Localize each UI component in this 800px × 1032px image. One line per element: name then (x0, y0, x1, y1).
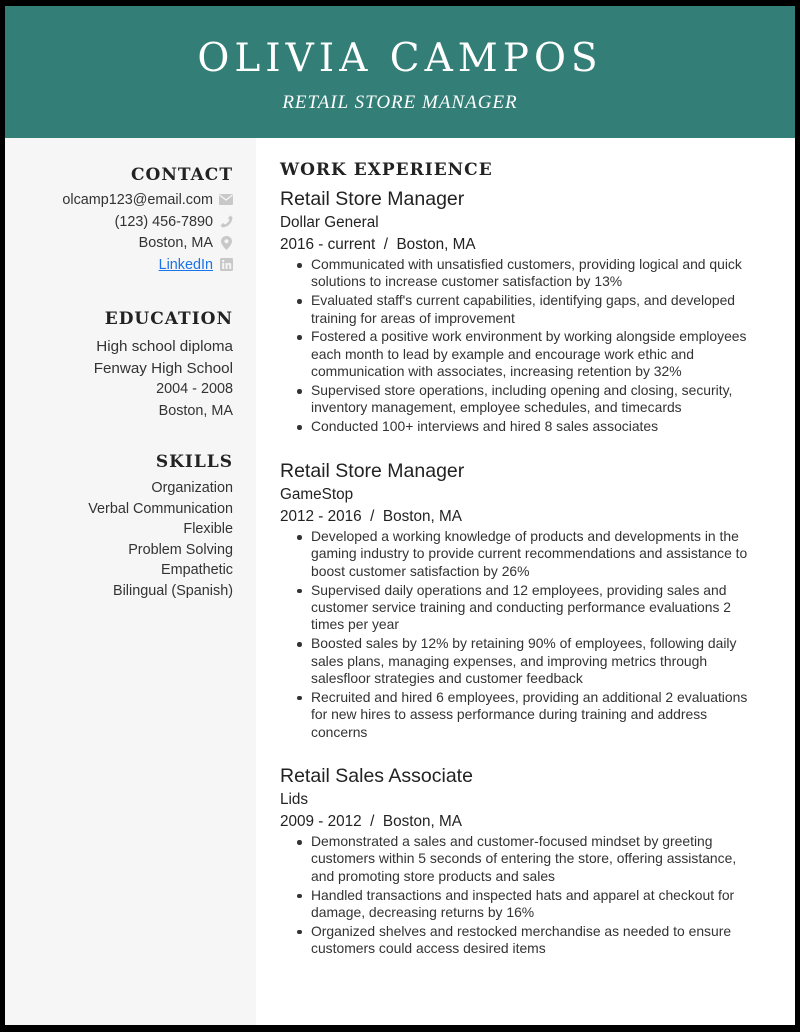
bullet-item: Evaluated staff's current capabilities, identifying gaps, and developed training for areas of improvement (311, 292, 760, 327)
email-text: olcamp123@email.com (62, 191, 213, 208)
skill-item: Flexible (183, 521, 233, 537)
education-years: 2004 - 2008 (156, 381, 233, 397)
resume-header (5, 6, 795, 138)
map-pin-icon (219, 236, 233, 250)
skill-item: Empathetic (161, 562, 233, 578)
work-experience-heading: WORK EXPERIENCE (280, 160, 493, 180)
phone-text: (123) 456-7890 (114, 213, 213, 230)
contact-section (62, 164, 233, 276)
bullet-item: Recruited and hired 6 employees, providing an additional 2 evaluations for new hires to assess performance during training and address concerns (311, 689, 760, 741)
bullet-item: Demonstrated a sales and customer-focused mindset by greeting customers within 5 seconds of entering the store, offering assistance, and promoting store products and sales (311, 833, 760, 885)
skill-item: Problem Solving (128, 541, 233, 558)
skills-section (88, 451, 233, 601)
contact-email (62, 189, 233, 211)
job-dates-location: 2009 - 2012 / Boston, MA (280, 812, 462, 830)
resume-page (5, 6, 795, 1025)
job-bullets (280, 528, 760, 741)
education-section (94, 308, 233, 422)
job-bullets (280, 256, 760, 436)
job-title: Retail Sales Associate (280, 765, 473, 787)
bullet-item: Supervised store operations, including opening and closing, security, inventory management, employee schedules, and timecards (311, 382, 760, 417)
job-entry (280, 459, 760, 742)
location-text: Boston, MA (138, 235, 213, 252)
sidebar (5, 138, 256, 1025)
education-degree: High school diploma (96, 338, 233, 355)
contact-linkedin (62, 254, 233, 276)
job-entry (280, 187, 760, 437)
candidate-name: OLIVIA CAMPOS (197, 36, 603, 81)
skills-heading: SKILLS (155, 452, 233, 472)
job-company: Dollar General (280, 214, 379, 231)
contact-phone (62, 211, 233, 233)
job-company: Lids (280, 791, 309, 808)
bullet-item: Handled transactions and inspected hats and apparel at checkout for damage, decreasing returns by 16% (311, 887, 760, 922)
bullet-item: Supervised daily operations and 12 employees, providing sales and customer service training and conducting performance evaluations 2 times per year (311, 582, 760, 634)
education-heading: EDUCATION (104, 309, 233, 329)
contact-heading: CONTACT (131, 165, 233, 185)
job-title: Retail Store Manager (280, 460, 465, 482)
job-bullets (280, 833, 760, 958)
education-location: Boston, MA (158, 402, 233, 419)
job-title: Retail Store Manager (280, 188, 465, 210)
bullet-item: Boosted sales by 12% by retaining 90% of employees, following daily sales plans, managing expenses, and improving metrics through salesfloor strategies and customer feedback (311, 635, 760, 687)
phone-icon (219, 215, 233, 229)
job-company: GameStop (280, 486, 354, 503)
bullet-item: Communicated with unsatisfied customers, providing logical and quick solutions to increase customer satisfaction by 13% (311, 256, 760, 291)
bullet-item: Developed a working knowledge of products and developments in the gaming industry to provide current recommendations and assistance to boost customer satisfaction by 26% (311, 528, 760, 580)
envelope-icon (219, 193, 233, 207)
linkedin-icon (219, 258, 233, 272)
candidate-title: RETAIL STORE MANAGER (282, 92, 518, 113)
skill-item: Verbal Communication (88, 500, 233, 517)
job-entry (280, 764, 760, 959)
skill-item: Bilingual (Spanish) (113, 582, 233, 599)
bullet-item: Fostered a positive work environment by working alongside employees each month to lead by example and encourage work ethic and communication with associates, increasing retention by 32% (311, 328, 760, 380)
skill-item: Organization (151, 480, 233, 496)
education-school: Fenway High School (93, 359, 233, 377)
contact-location (62, 232, 233, 254)
job-dates-location: 2012 - 2016 / Boston, MA (280, 507, 462, 525)
linkedin-link[interactable]: LinkedIn (158, 256, 213, 273)
bullet-item: Conducted 100+ interviews and hired 8 sales associates (311, 418, 760, 435)
job-dates-location: 2016 - current / Boston, MA (280, 235, 476, 253)
bullet-item: Organized shelves and restocked merchandise as needed to ensure customers could access desired items (311, 923, 760, 958)
